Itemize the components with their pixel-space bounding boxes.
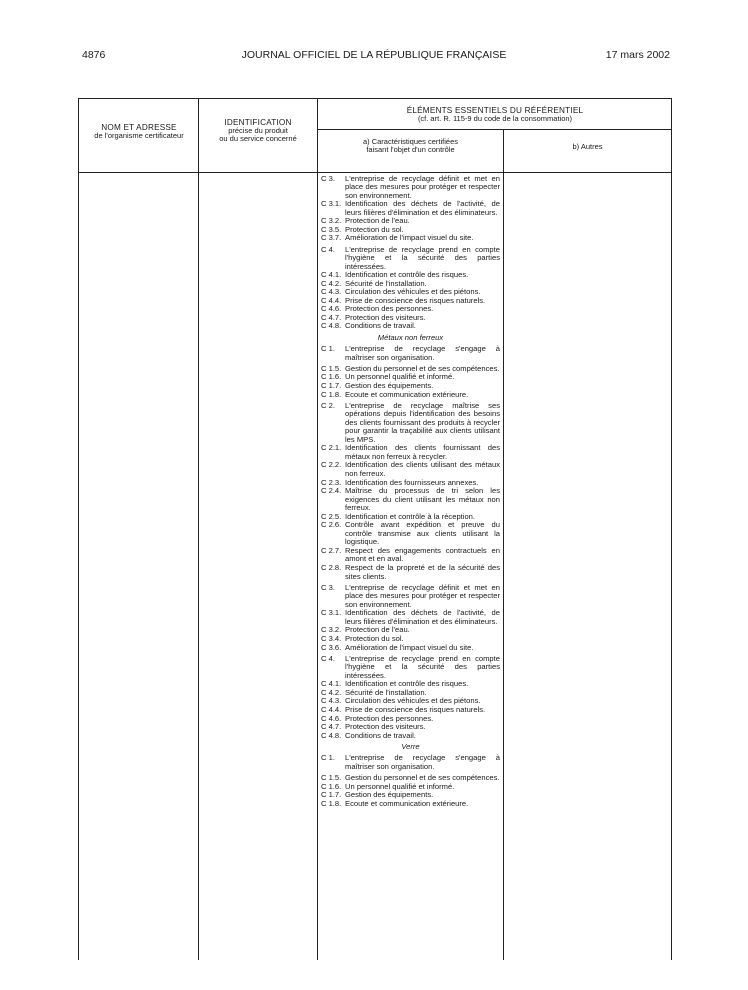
criterion-item <box>321 402 500 445</box>
criterion-item <box>321 200 500 217</box>
header-autres <box>504 143 671 151</box>
criterion-text: Identification des clients utilisant des métaux non ferreux. <box>345 460 500 479</box>
criterion-text: Gestion des équipements. <box>345 790 434 800</box>
section-heading: Verre <box>401 742 420 752</box>
criterion-text: Protection du sol. <box>345 224 404 234</box>
criterion-text: Protection des visiteurs. <box>345 312 426 322</box>
header-organisme-subtitle: de l'organisme certificateur <box>94 131 184 140</box>
journal-title: JOURNAL OFFICIEL DE LA RÉPUBLIQUE FRANÇAISE <box>241 49 507 61</box>
page-number: 4876 <box>82 49 106 61</box>
criterion-code: C 3.2. <box>321 216 342 226</box>
criterion-code: C 4.7. <box>321 722 342 732</box>
criterion-item <box>321 547 500 564</box>
table-right-border <box>671 98 672 960</box>
header-elements-title: ÉLÉMENTS ESSENTIELS DU RÉFÉRENTIEL <box>406 106 584 115</box>
criterion-item <box>321 487 500 513</box>
criterion-text: Maîtrise du processus de tri selon les exigences du client utilisant les métaux non ferreux. <box>345 486 500 513</box>
header-caracteristiques-line2: faisant l'objet d'un contrôle <box>366 145 455 154</box>
header-caracteristiques-line1: a) Caractéristiques certifiées <box>362 137 459 146</box>
criterion-text: Conditions de travail. <box>345 321 416 331</box>
criterion-text: Prise de conscience des risques naturels. <box>345 704 486 714</box>
header-organisme-title: NOM ET ADRESSE <box>101 123 177 132</box>
header-autres-label: b) Autres <box>572 142 603 151</box>
criterion-text: Contrôle avant expédition et preuve du contrôle transmise aux clients utilisant la logistique. <box>345 520 500 547</box>
caracteristiques-list <box>321 172 500 808</box>
criterion-item <box>321 345 500 362</box>
column-divider-3 <box>503 129 504 960</box>
criterion-code: C 3.1. <box>321 608 342 618</box>
table-top-border <box>78 98 672 99</box>
header-identification-line2: précise du produit <box>228 126 288 135</box>
criterion-code: C 4.8. <box>321 730 342 740</box>
criterion-item <box>321 444 500 461</box>
criterion-item <box>321 655 500 681</box>
criterion-code: C 4.6. <box>321 304 342 314</box>
criterion-item <box>321 246 500 272</box>
criterion-item <box>321 391 500 400</box>
criterion-text: Protection du sol. <box>345 634 404 643</box>
criterion-code: C 3.7. <box>321 233 342 243</box>
criterion-item <box>321 461 500 478</box>
criterion-code: C 4.3. <box>321 287 342 297</box>
column-divider-2 <box>317 98 318 960</box>
criterion-code: C 3. <box>321 582 335 592</box>
criterion-code: C 1. <box>321 753 335 763</box>
criterion-text: Identification et contrôle des risques. <box>345 270 469 280</box>
criterion-code: C 4.2. <box>321 278 342 288</box>
criterion-text: Amélioration de l'impact visuel du site. <box>345 233 474 243</box>
criterion-text: Prise de conscience des risques naturels. <box>345 295 486 305</box>
header-identification-line3: ou du service concerné <box>219 134 297 143</box>
criterion-item <box>321 521 500 547</box>
criterion-item <box>321 322 500 331</box>
criterion-code: C 2.3. <box>321 477 342 487</box>
criterion-code: C 2.6. <box>321 520 342 530</box>
criterion-code: C 4.1. <box>321 270 342 280</box>
header-caracteristiques <box>318 138 503 154</box>
criterion-code: C 4. <box>321 653 335 663</box>
criterion-code: C 3.1. <box>321 199 342 209</box>
criterion-text: Identification et contrôle à la réception. <box>345 511 476 521</box>
criterion-code: C 2.8. <box>321 563 342 573</box>
criterion-code: C 2.4. <box>321 486 342 496</box>
criterion-text: Identification des fournisseurs annexes. <box>345 477 479 487</box>
criterion-code: C 2.5. <box>321 511 342 521</box>
criterion-text: Identification et contrôle des risques. <box>345 679 469 689</box>
criterion-code: C 4.1. <box>321 679 342 689</box>
criterion-item <box>321 234 500 243</box>
criterion-item <box>321 732 500 741</box>
criterion-text: Circulation des véhicules et des piétons. <box>345 287 481 297</box>
criterion-text: L'entreprise de recyclage s'engage à maîtriser son organisation. <box>345 344 500 362</box>
criterion-code: C 1.7. <box>321 790 342 800</box>
criterion-text: Identification des clients fournissant des métaux non ferreux à recycler. <box>345 443 500 461</box>
criterion-text: Ecoute et communication extérieure. <box>345 389 469 399</box>
criterion-item <box>321 644 500 653</box>
criterion-code: C 4.6. <box>321 713 342 723</box>
header-organisme <box>80 124 198 140</box>
criterion-text: Protection des personnes. <box>345 713 434 723</box>
criterion-code: C 1.8. <box>321 798 342 808</box>
criterion-text: L'entreprise de recyclage définit et met en place des mesures pour protéger et respecter son environnement. <box>345 173 500 200</box>
criterion-text: Ecoute et communication extérieure. <box>345 798 469 808</box>
criterion-code: C 3.6. <box>321 642 342 652</box>
criterion-code: C 4.4. <box>321 704 342 714</box>
criterion-text: Un personnel qualifié et informé. <box>345 372 455 382</box>
criterion-text: L'entreprise de recyclage prend en compte l'hygiène et la sécurité des parties intéressées. <box>345 653 500 680</box>
criterion-text: Gestion des équipements. <box>345 380 434 390</box>
criterion-text: Identification des déchets de l'activité, de leurs filières d'élimination et des éliminateurs. <box>345 199 500 217</box>
criterion-code: C 1.6. <box>321 372 342 382</box>
criterion-text: Amélioration de l'impact visuel du site. <box>345 642 474 652</box>
criterion-code: C 2.2. <box>321 460 342 470</box>
criterion-text: Respect des engagements contractuels en amont et en aval. <box>345 545 500 564</box>
section-heading: Métaux non ferreux <box>377 333 444 343</box>
criterion-code: C 1.5. <box>321 772 342 782</box>
criterion-text: Gestion du personnel et de ses compétences. <box>345 772 500 782</box>
criterion-code: C 2. <box>321 400 335 410</box>
header-elements-subtitle: (cf. art. R. 115-9 du code de la consommation) <box>417 114 573 123</box>
criterion-code: C 4. <box>321 244 335 254</box>
criterion-text: Protection des visiteurs. <box>345 722 426 732</box>
criterion-code: C 1.8. <box>321 389 342 399</box>
criterion-text: Protection des personnes. <box>345 304 434 314</box>
criterion-code: C 3.4. <box>321 634 342 643</box>
criterion-code: C 4.7. <box>321 312 342 322</box>
criterion-code: C 1.6. <box>321 781 342 791</box>
referentiel-table <box>78 98 672 960</box>
table-left-border <box>78 98 79 960</box>
header-identification <box>199 119 317 143</box>
criterion-text: Conditions de travail. <box>345 730 416 740</box>
criterion-text: L'entreprise de recyclage prend en compte l'hygiène et la sécurité des parties intéressées. <box>345 244 500 271</box>
criterion-text: Protection de l'eau. <box>345 625 410 635</box>
criterion-code: C 1. <box>321 344 335 354</box>
criterion-item <box>321 609 500 626</box>
criterion-code: C 4.8. <box>321 321 342 331</box>
criterion-text: L'entreprise de recyclage s'engage à maîtriser son organisation. <box>345 753 500 771</box>
criterion-code: C 3. <box>321 173 335 183</box>
criterion-code: C 1.5. <box>321 363 342 373</box>
publication-date: 17 mars 2002 <box>605 49 670 61</box>
criterion-text: Sécurité de l'installation. <box>345 278 427 288</box>
header-elements <box>318 107 672 123</box>
criterion-code: C 4.3. <box>321 696 342 706</box>
criterion-text: Protection de l'eau. <box>345 216 410 226</box>
criterion-code: C 3.2. <box>321 625 342 635</box>
criterion-code: C 2.1. <box>321 443 342 453</box>
criterion-text: Circulation des véhicules et des piétons. <box>345 696 481 706</box>
criterion-item <box>321 584 500 610</box>
criterion-item <box>321 175 500 201</box>
criterion-code: C 2.7. <box>321 545 342 555</box>
criterion-text: Respect de la propreté et de la sécurité des sites clients. <box>345 563 500 581</box>
criterion-text: Identification des déchets de l'activité, de leurs filières d'élimination et des éliminateurs. <box>345 608 500 626</box>
criterion-code: C 4.2. <box>321 687 342 697</box>
criterion-item <box>321 754 500 771</box>
subheader-divider <box>317 129 672 130</box>
header-identification-title: IDENTIFICATION <box>224 118 292 127</box>
criterion-text: Un personnel qualifié et informé. <box>345 781 455 791</box>
criterion-text: L'entreprise de recyclage maîtrise ses opérations depuis l'identification des besoins des clients fournissant des produits à recycler pour garantir la traçabilité aux clients utilisant les MPS. <box>345 400 500 444</box>
criterion-item <box>321 800 500 809</box>
criterion-code: C 1.7. <box>321 380 342 390</box>
criterion-code: C 3.5. <box>321 224 342 234</box>
criterion-text: Sécurité de l'installation. <box>345 687 427 697</box>
column-divider-1 <box>198 98 199 960</box>
criterion-item <box>321 564 500 581</box>
criterion-text: Gestion du personnel et de ses compétences. <box>345 363 500 373</box>
criterion-code: C 4.4. <box>321 295 342 305</box>
criterion-text: L'entreprise de recyclage définit et met en place des mesures pour protéger et respecter son environnement. <box>345 582 500 609</box>
